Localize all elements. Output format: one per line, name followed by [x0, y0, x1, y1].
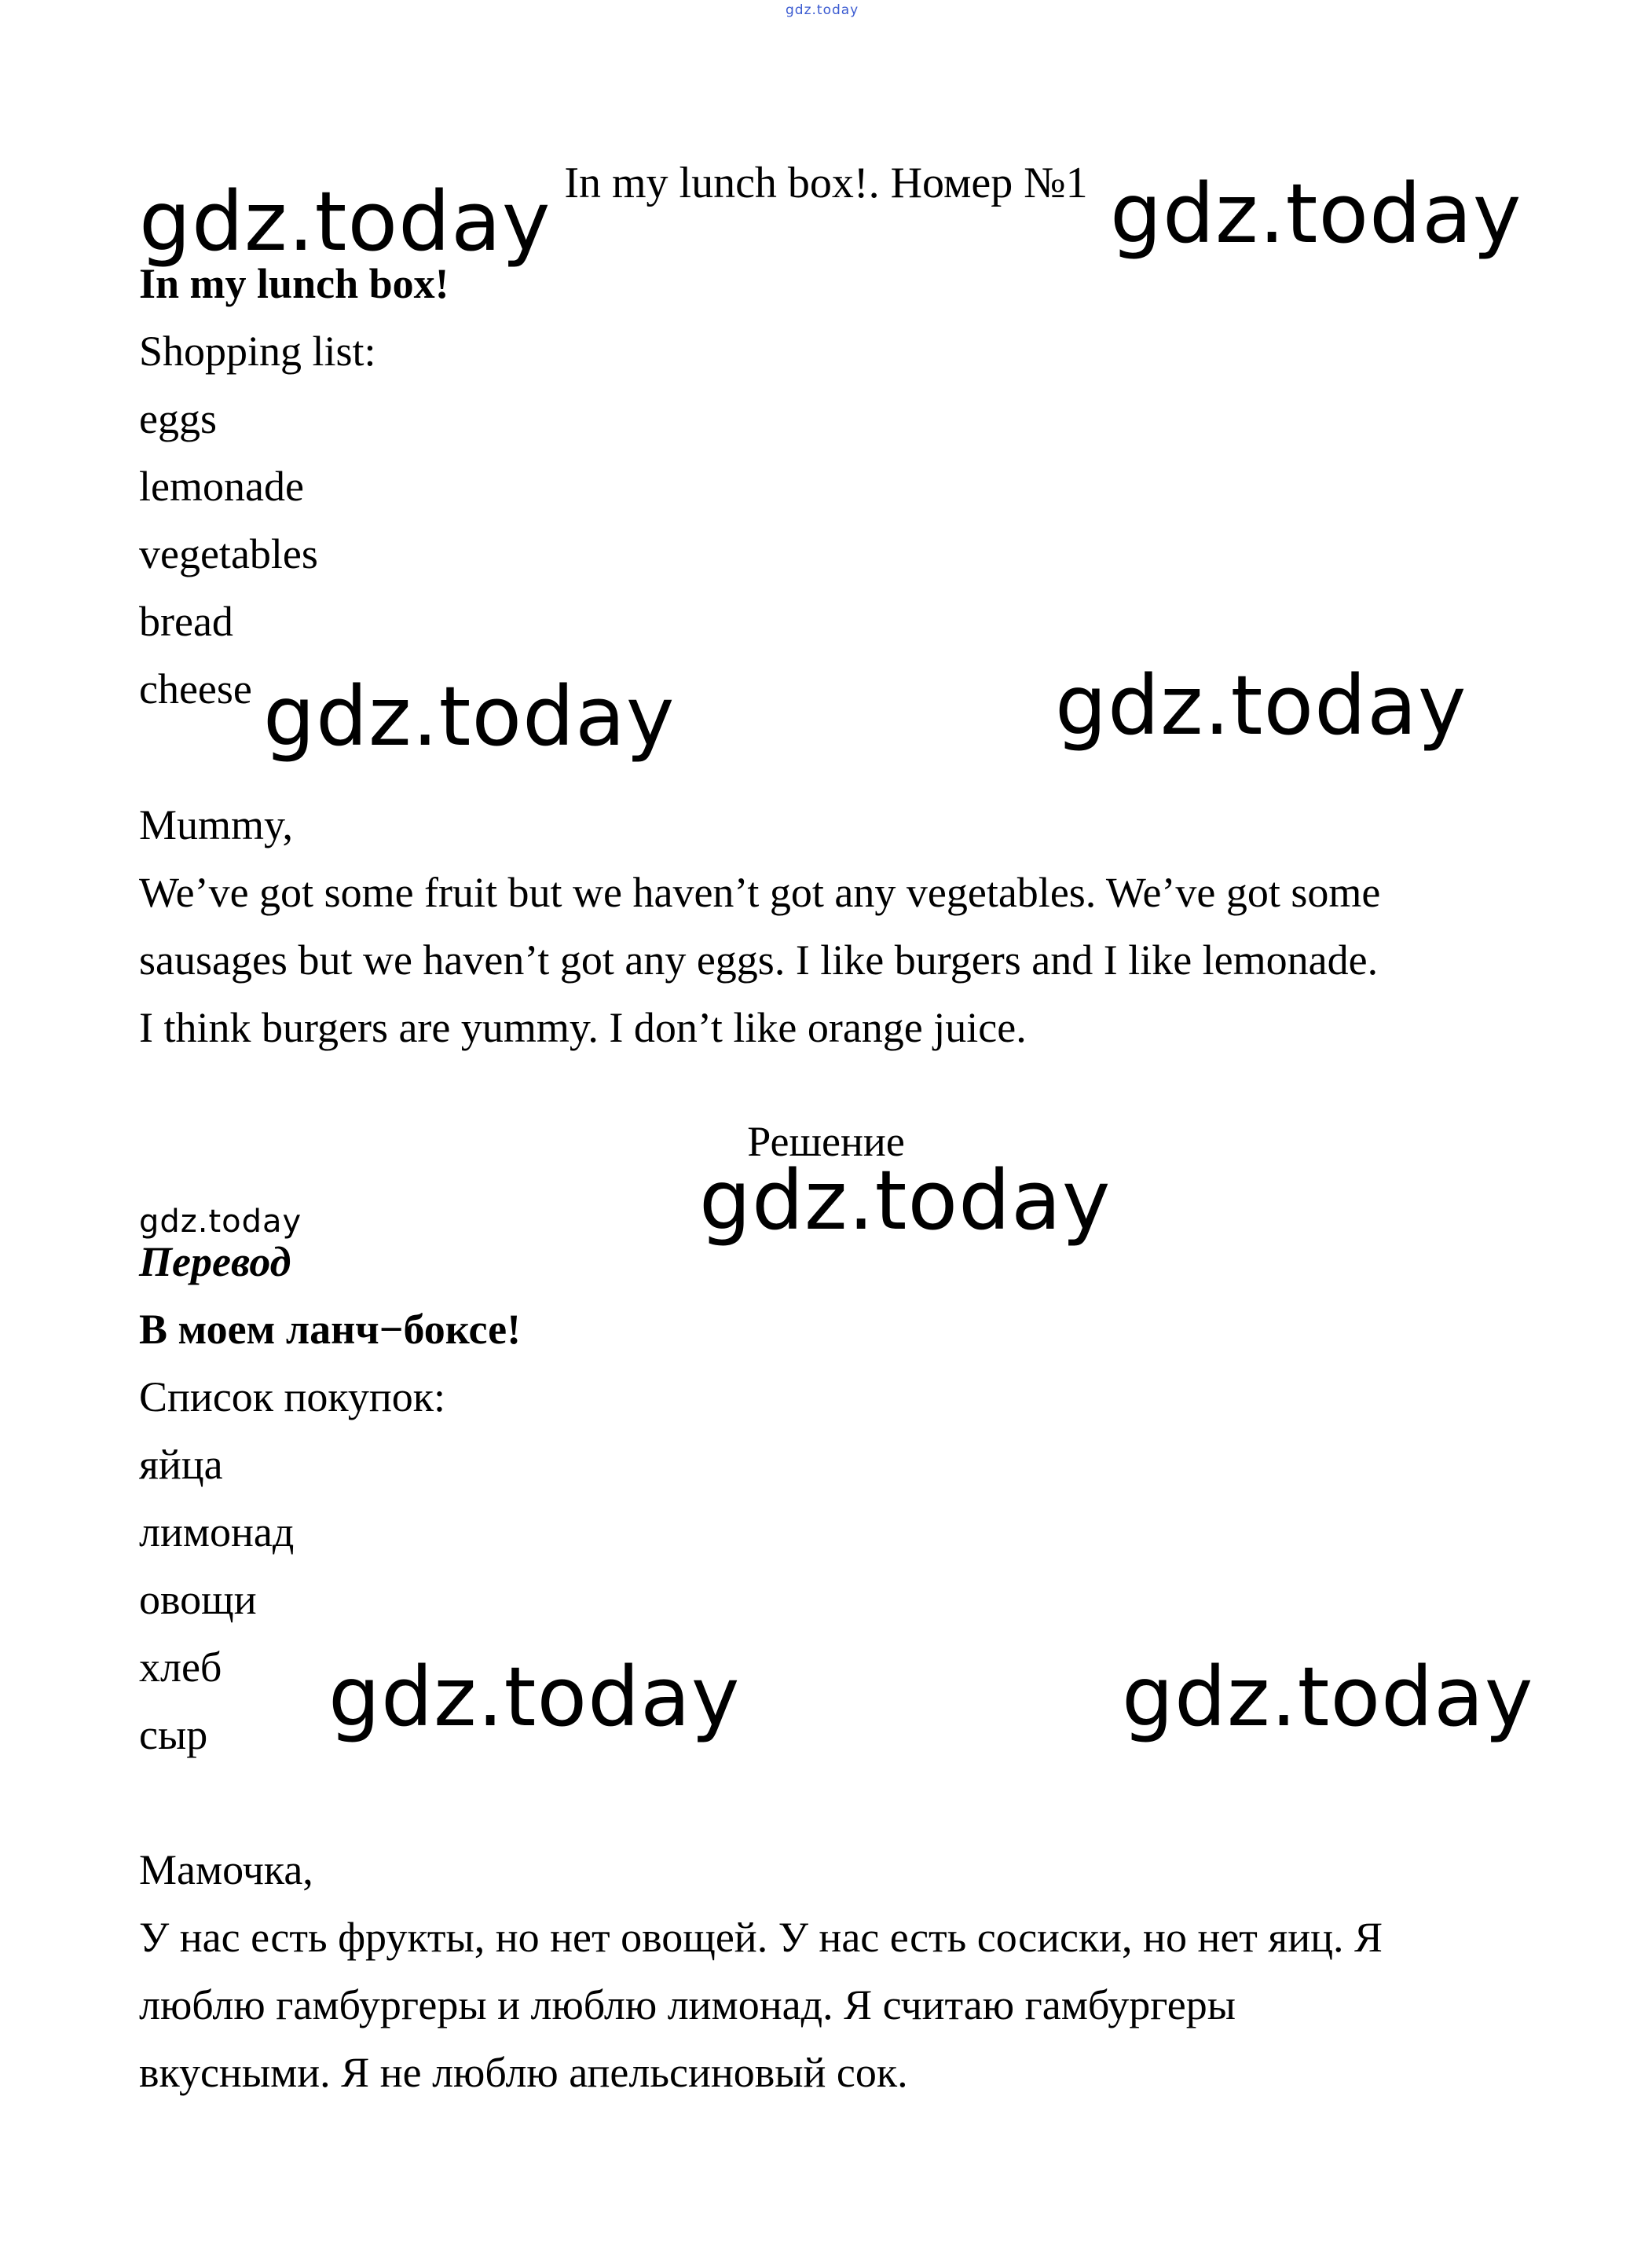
watermark-8: gdz.today [1122, 1649, 1534, 1745]
page-title: In my lunch box!. Номер №1 [564, 159, 1088, 207]
english-greeting: Mummy, [139, 801, 294, 848]
translation-label: Перевод [139, 1238, 291, 1285]
english-heading: In my lunch box! [139, 260, 449, 307]
russian-list-item: хлеб [139, 1644, 222, 1691]
watermark-7: gdz.today [328, 1649, 741, 1745]
russian-list-item: сыр [139, 1711, 208, 1758]
english-list-item: cheese [139, 665, 252, 713]
watermark-3: gdz.today [263, 669, 676, 764]
english-section [139, 250, 449, 723]
english-list-item: eggs [139, 395, 217, 442]
solution-label: Решение [747, 1118, 905, 1165]
russian-letter-line: У нас есть фрукты, но нет овощей. У нас есть сосиски, но нет яиц. Я [139, 1914, 1383, 1961]
russian-letter-line: вкусными. Я не люблю апельсиновый сок. [139, 2049, 908, 2096]
watermark-4: gdz.today [1055, 658, 1467, 753]
watermark-5: gdz.today [699, 1152, 1112, 1248]
english-list-item: bread [139, 598, 233, 645]
watermark-1: gdz.today [139, 174, 551, 269]
english-letter-line: We’ve got some fruit but we haven’t got any vegetables. We’ve got some [139, 869, 1381, 916]
watermark-6: gdz.today [139, 1204, 302, 1240]
english-list-item: vegetables [139, 530, 318, 577]
russian-letter [139, 1836, 1383, 2106]
watermark-top-tiny: gdz.today [786, 2, 859, 18]
russian-greeting: Мамочка, [139, 1846, 313, 1893]
english-list-item: lemonade [139, 463, 304, 510]
russian-list-title: Список покупок: [139, 1373, 446, 1420]
english-letter-line: I think burgers are yummy. I don’t like orange juice. [139, 1004, 1027, 1051]
russian-list-item: овощи [139, 1576, 257, 1623]
russian-letter-line: люблю гамбургеры и люблю лимонад. Я считаю гамбургеры [139, 1981, 1236, 2028]
english-list-title: Shopping list: [139, 328, 376, 375]
english-letter [139, 791, 1380, 1061]
russian-list-item: лимонад [139, 1508, 295, 1556]
english-letter-line: sausages but we haven’t got any eggs. I like burgers and I like lemonade. [139, 936, 1379, 984]
russian-heading: В моем ланч−боксе! [139, 1306, 522, 1353]
russian-list-item: яйца [139, 1441, 223, 1488]
watermark-2: gdz.today [1110, 166, 1522, 262]
